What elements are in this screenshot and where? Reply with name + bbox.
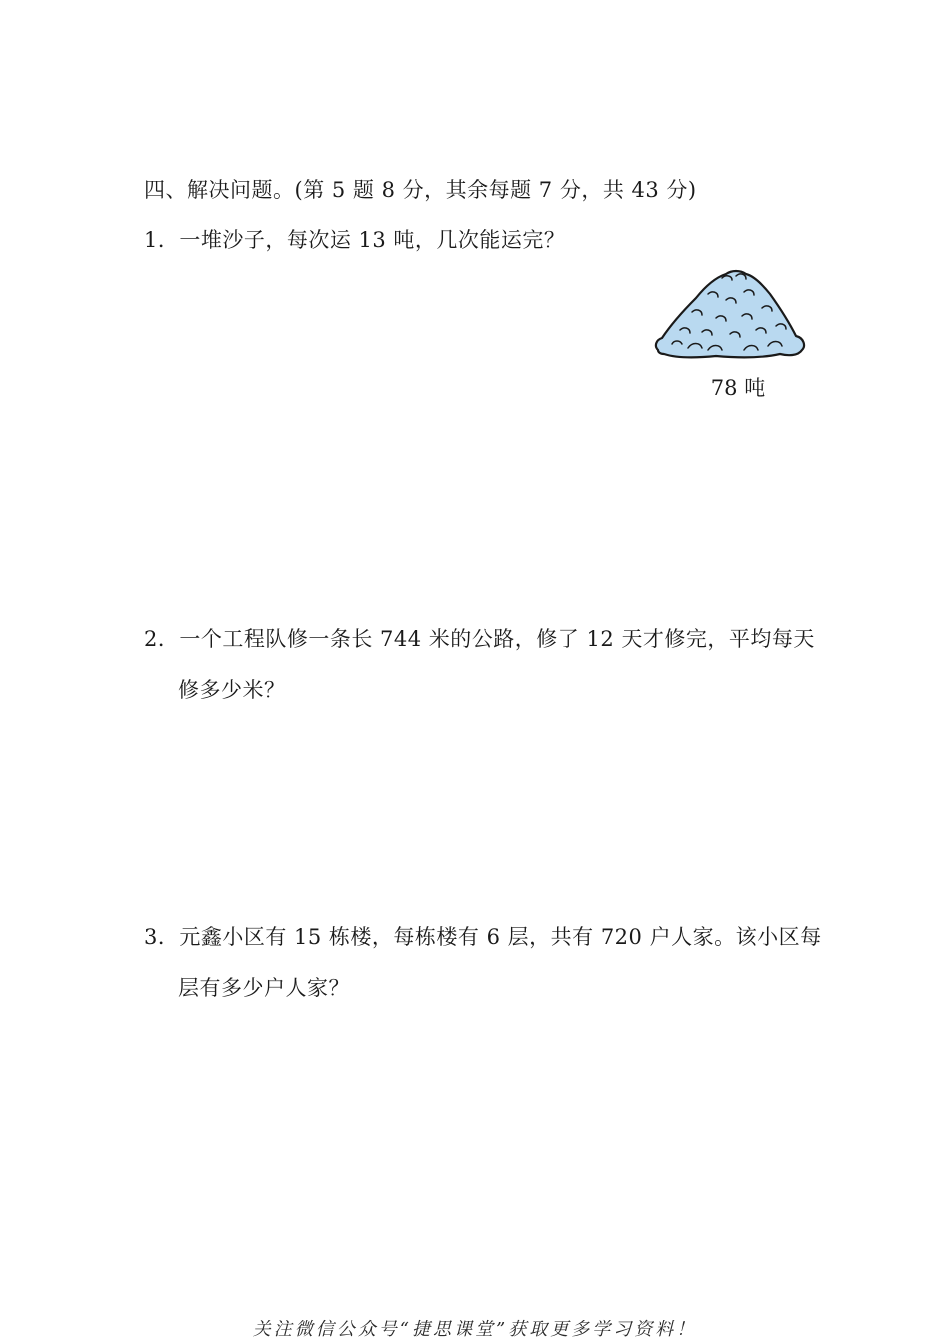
sand-pile-icon	[652, 266, 808, 366]
question-2-text-line-1: 2．一个工程队修一条长 744 米的公路，修了 12 天才修完，平均每天	[144, 627, 815, 651]
question-3-text-line-2: 层有多少户人家？	[178, 976, 350, 1000]
section-title: 四、解决问题。(第 5 题 8 分，其余每题 7 分，共 43 分)	[144, 178, 697, 202]
question-2-text-line-2: 修多少米？	[178, 678, 286, 702]
sand-weight-label: 78 吨	[710, 376, 766, 400]
question-3-text-line-1: 3．元鑫小区有 15 栋楼，每栋楼有 6 层，共有 720 户人家。该小区每	[144, 925, 822, 949]
footer-note: 关注微信公众号“捷思课堂”获取更多学习资料！	[252, 1319, 698, 1340]
question-1-text: 1．一堆沙子，每次运 13 吨，几次能运完？	[144, 228, 566, 252]
